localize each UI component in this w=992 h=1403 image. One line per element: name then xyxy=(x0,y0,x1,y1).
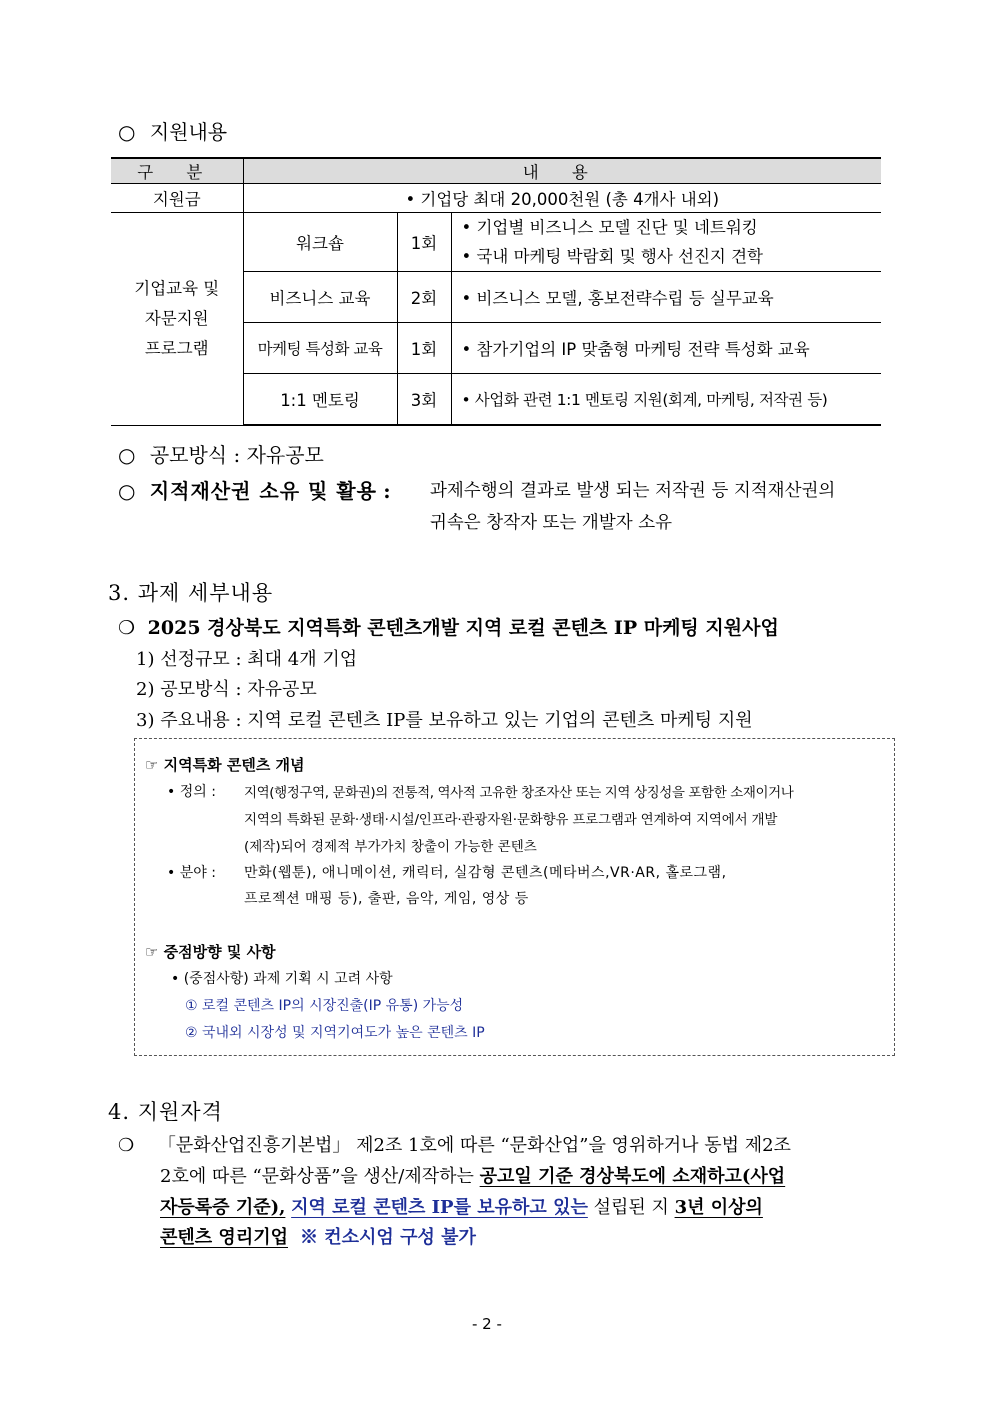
project-title: ❍ 2025 경상북도 지역특화 콘텐츠개발 지역 로컬 콘텐츠 IP 마케팅 지원사업 xyxy=(118,617,779,639)
program-content: • 사업화 관련 1:1 멘토링 지원(회계, 마케팅, 저작권 등) xyxy=(451,374,881,426)
program-name: 비즈니스 교육 xyxy=(243,272,397,323)
project-item-2: 2) 공모방식 : 자유공모 xyxy=(136,679,317,700)
support-content-heading: ○ 지원내용 xyxy=(118,120,228,144)
support-table xyxy=(111,157,881,426)
circle-bullet-icon: ❍ xyxy=(118,1135,135,1156)
field-line: 프로젝션 매핑 등), 출판, 음악, 게임, 영상 등 xyxy=(244,891,529,907)
definition-line: 지역(행정구역, 문화권)의 전통적, 역사적 고유한 창조자산 또는 지역 상징성을 포함한 소재이거나 xyxy=(244,785,794,801)
circle-bullet-icon: ○ xyxy=(118,120,136,144)
program-count: 3회 xyxy=(397,374,451,426)
fund-text: • 기업당 최대 20,000천원 (총 4개사 내외) xyxy=(243,184,881,213)
focus-title: ☞ 중점방향 및 사항 xyxy=(145,943,276,961)
concept-title: ☞ 지역특화 콘텐츠 개념 xyxy=(145,756,305,774)
page-number: - 2 - xyxy=(472,1315,502,1333)
focus-intro: • (중점사항) 과제 기획 시 고려 사항 xyxy=(171,971,393,987)
program-name: 워크숍 xyxy=(243,213,397,272)
fund-row xyxy=(111,184,881,213)
program-name: 1:1 멘토링 xyxy=(243,374,397,426)
program-label: 기업교육 및 자문지원 프로그램 xyxy=(111,213,243,426)
eligibility-line-2: 2호에 따른 “문화상품”을 생산/제작하는 공고일 기준 경상북도에 소재하고(사업 xyxy=(160,1166,786,1187)
definition-line: 지역의 특화된 문화·생태·시설/인프라·관광자원·문화향유 프로그램과 연계하여 지역에서 개발 xyxy=(244,812,778,828)
focus-item: ① 로컬 콘텐츠 IP의 시장진출(IP 유통) 가능성 xyxy=(185,998,464,1014)
eligibility-line-1: ❍ 「문화산업진흥기본법」 제2조 1호에 따른 “문화산업”을 영위하거나 동법 제2조 xyxy=(118,1135,791,1156)
eligibility-line-4: 콘텐츠 영리기업 ※ 컨소시엄 구성 불가 xyxy=(160,1227,476,1248)
circle-bullet-icon: ❍ xyxy=(118,617,136,639)
program-content: • 기업별 비즈니스 모델 진단 및 네트워킹 • 국내 마케팅 박람회 및 행사 선진지 견학 xyxy=(451,213,881,272)
ip-line-1: 과제수행의 결과로 발생 되는 저작권 등 지적재산권의 xyxy=(430,481,836,501)
program-count: 1회 xyxy=(397,323,451,374)
field-label: • 분야 : xyxy=(167,865,216,881)
circle-bullet-icon: ○ xyxy=(118,443,136,467)
concept-box xyxy=(134,738,895,1056)
table-header-row xyxy=(111,158,881,184)
project-item-1: 1) 선정규모 : 최대 4개 기업 xyxy=(136,649,358,670)
definition-line: (제작)되어 경제적 부가가치 창출이 가능한 콘텐츠 xyxy=(244,839,537,855)
program-content: • 참가기업의 IP 맞춤형 마케팅 전략 특성화 교육 xyxy=(451,323,881,374)
definition-label: • 정의 : xyxy=(167,784,216,800)
circle-bullet-icon: ○ xyxy=(118,479,136,503)
header-content: 내 용 xyxy=(243,158,881,184)
program-row-workshop xyxy=(111,213,881,272)
ip-line-2: 귀속은 창작자 또는 개발자 소유 xyxy=(430,513,673,533)
fund-label: 지원금 xyxy=(111,184,243,213)
focus-item: ② 국내외 시장성 및 지역기여도가 높은 콘텐츠 IP xyxy=(185,1025,485,1041)
program-name: 마케팅 특성화 교육 xyxy=(243,323,397,374)
program-content: • 비즈니스 모델, 홍보전략수립 등 실무교육 xyxy=(451,272,881,323)
section-4-heading: 4. 지원자격 xyxy=(108,1100,223,1124)
ip-ownership: ○ 지적재산권 소유 및 활용 : xyxy=(118,479,391,503)
section-3-heading: 3. 과제 세부내용 xyxy=(108,581,274,605)
project-item-3: 3) 주요내용 : 지역 로컬 콘텐츠 IP를 보유하고 있는 기업의 콘텐츠 마케팅 지원 xyxy=(136,710,753,731)
header-category: 구 분 xyxy=(111,158,243,184)
field-line: 만화(웹툰), 애니메이션, 캐릭터, 실감형 콘텐츠(메타버스,VR·AR, 홀로그램, xyxy=(244,865,727,881)
program-count: 2회 xyxy=(397,272,451,323)
recruit-method: ○ 공모방식 : 자유공모 xyxy=(118,443,324,467)
eligibility-line-3: 자등록증 기준), 지역 로컬 콘텐츠 IP를 보유하고 있는 설립된 지 3년 이상의 xyxy=(160,1197,763,1218)
program-count: 1회 xyxy=(397,213,451,272)
